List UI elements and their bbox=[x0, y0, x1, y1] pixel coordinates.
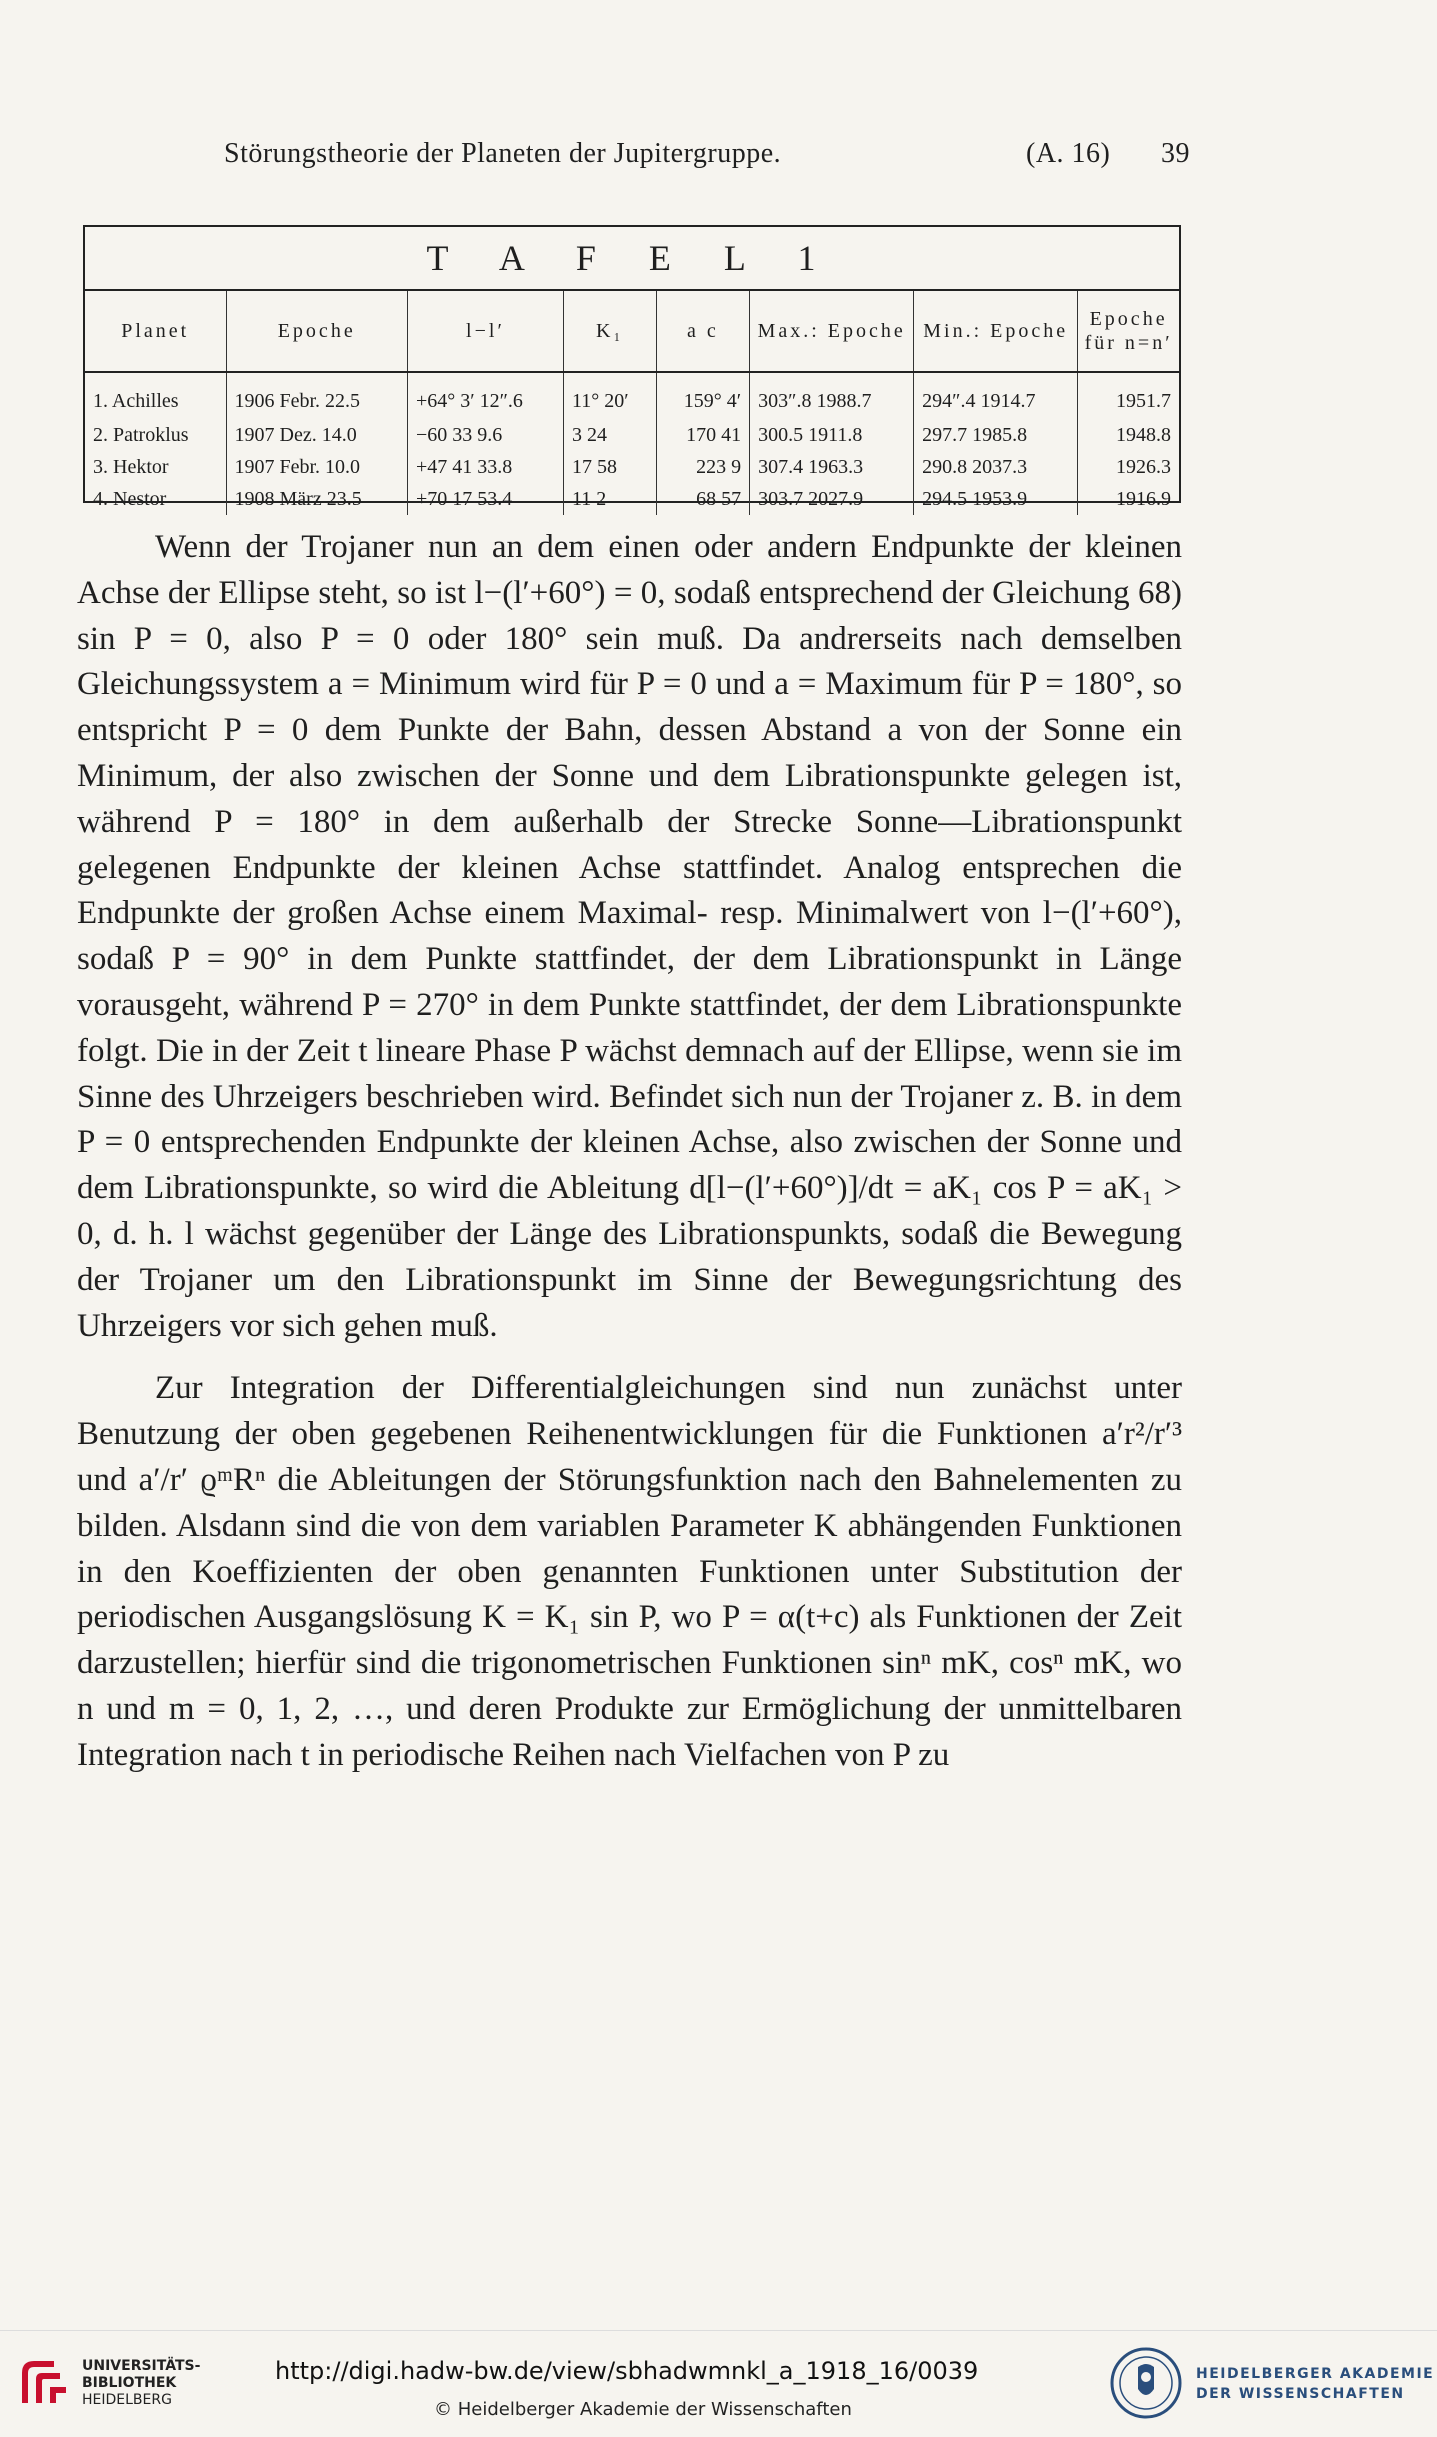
table-header-row bbox=[85, 291, 1179, 372]
table-row bbox=[85, 451, 1179, 483]
table-cell: 223 9 bbox=[656, 451, 750, 483]
library-line: HEIDELBERG bbox=[82, 2392, 172, 2408]
column-header: K₁ bbox=[563, 291, 656, 372]
table-title: T A F E L 1 bbox=[85, 227, 1179, 291]
table-cell: 170 41 bbox=[656, 419, 750, 451]
header-title: Störungstheorie der Planeten der Jupitergruppe. bbox=[224, 138, 782, 169]
table-cell: 294.5 1953.9 bbox=[914, 483, 1078, 515]
table-cell: 1907 Febr. 10.0 bbox=[226, 451, 407, 483]
table-cell: 1916.9 bbox=[1116, 487, 1171, 510]
table-cell: 303.7 2027.9 bbox=[750, 483, 914, 515]
column-header: Max.: Epoche bbox=[750, 291, 914, 372]
table-cell: 3 24 bbox=[563, 419, 656, 451]
table-cell: 1951.7 bbox=[1116, 389, 1171, 412]
body-text bbox=[77, 525, 1182, 1779]
table-cell: +64° 3′ 12″.6 bbox=[407, 372, 563, 419]
table-cell: 11 2 bbox=[563, 483, 656, 515]
table-cell: 1907 Dez. 14.0 bbox=[226, 419, 407, 451]
table-cell: 1948.8 bbox=[1116, 423, 1171, 446]
academy-line: DER WISSENSCHAFTEN bbox=[1196, 2386, 1405, 2402]
column-header: Planet bbox=[85, 291, 226, 372]
table-cell: 290.8 2037.3 bbox=[914, 451, 1078, 483]
academy-seal-icon bbox=[1108, 2345, 1184, 2425]
library-line: BIBLIOTHEK bbox=[82, 2375, 177, 2391]
header-section: (A. 16) bbox=[1026, 138, 1111, 169]
table-cell: 1908 März 23.5 bbox=[226, 483, 407, 515]
table-cell: 294″.4 1914.7 bbox=[914, 372, 1078, 419]
table-row bbox=[85, 419, 1179, 451]
table-row bbox=[85, 372, 1179, 419]
academy-line: HEIDELBERGER AKADEMIE bbox=[1196, 2366, 1435, 2382]
column-header: Epoche bbox=[226, 291, 407, 372]
table-cell: −60 33 9.6 bbox=[407, 419, 563, 451]
table-cell: 300.5 1911.8 bbox=[750, 419, 914, 451]
table-cell: +47 41 33.8 bbox=[407, 451, 563, 483]
table-cell: 1. Achilles bbox=[85, 372, 226, 419]
table-cell: 11° 20′ bbox=[563, 372, 656, 419]
library-logo-icon bbox=[14, 2353, 72, 2415]
table-cell: 307.4 1963.3 bbox=[750, 451, 914, 483]
library-name bbox=[82, 2358, 200, 2409]
table-cell: 297.7 1985.8 bbox=[914, 419, 1078, 451]
footer-bar bbox=[0, 2330, 1437, 2437]
table-cell: 1926.3 bbox=[1116, 455, 1171, 478]
table-cell: 303″.8 1988.7 bbox=[750, 372, 914, 419]
column-header: Min.: Epoche bbox=[914, 291, 1078, 372]
column-header: Epoche für n=n′ bbox=[1078, 291, 1179, 372]
data-table bbox=[83, 225, 1181, 510]
column-header: l−l′ bbox=[407, 291, 563, 372]
copyright-notice: © Heidelberger Akademie der Wissenschaften bbox=[434, 2399, 852, 2420]
table-cell: 2. Patroklus bbox=[85, 419, 226, 451]
source-url-link[interactable]: http://digi.hadw-bw.de/view/sbhadwmnkl_a_1918_16/0039 bbox=[275, 2357, 979, 2385]
table-cell: +70 17 53.4 bbox=[407, 483, 563, 515]
column-header: a c bbox=[656, 291, 750, 372]
academy-name bbox=[1196, 2364, 1434, 2404]
table-cell: 3. Hektor bbox=[85, 451, 226, 483]
table-grid bbox=[85, 291, 1179, 515]
table-cell: 159° 4′ bbox=[656, 372, 750, 419]
table-cell: 4. Nestor bbox=[85, 483, 226, 515]
paragraph: Zur Integration der Differentialgleichungen sind nun zunächst unter Benutzung der oben gegebenen Reihenentwicklungen für die Funktionen a′r²/r′³ und a′/r′ ϱᵐRⁿ die Ableitungen der Störungsfunktion nach den Bahnelementen zu bilden. Alsdann sind die von dem variablen Parameter K abhängenden Funktionen in den Koeffizienten der oben genannten Funktionen unter Substitution der periodischen Ausgangslösung K = K₁ sin P, wo P = α(t+c) als Funktionen der Zeit darzustellen; hierfür sind die trigonometrischen Funktionen sinⁿ mK, cosⁿ mK, wo n und m = 0, 1, 2, …, und deren Produkte zur Ermöglichung der unmittelbaren Integration nach t in periodische Reihen nach Vielfachen von P zu bbox=[77, 1370, 1182, 1773]
table-cell: 1906 Febr. 22.5 bbox=[226, 372, 407, 419]
page-number: 39 bbox=[1161, 138, 1190, 169]
library-line: UNIVERSITÄTS- bbox=[82, 2358, 201, 2374]
table-cell: 68 57 bbox=[656, 483, 750, 515]
paragraph: Wenn der Trojaner nun an dem einen oder andern Endpunkte der kleinen Achse der Ellipse steht, so ist l−(l′+60°) = 0, sodaß entsprechend der Gleichung 68) sin P = 0, also P = 0 oder 180° sein muß. Da andrerseits nach demselben Gleichungssystem a = Minimum wird für P = 0 und a = Maximum für P = 180°, so entspricht P = 0 dem Punkte der Bahn, dessen Abstand a von der Sonne ein Minimum, der also zwischen der Sonne und dem Librationspunkte gelegen ist, während P = 180° in dem außerhalb der Strecke Sonne—Librationspunkt gelegenen Endpunkte der kleinen Achse stattfindet. Analog entsprechen die Endpunkte der großen Achse einem Maximal- resp. Minimalwert von l−(l′+60°), sodaß P = 90° in dem Punkte stattfindet, der dem Librationspunkt in Länge vorausgeht, während P = 270° in dem Punkte stattfindet, der dem Librationspunkte folgt. Die in der Zeit t lineare Phase P wächst demnach auf der Ellipse, wenn sie im Sinne des Uhrzeigers beschrieben wird. Befindet sich nun der Trojaner z. B. in dem P = 0 entsprechenden Endpunkte der kleinen Achse, also zwischen der Sonne und dem Librationspunkte, so wird die Ableitung d[l−(l′+60°)]/dt = aK₁ cos P = aK₁ > 0, d. h. l wächst gegenüber der Länge des Librationspunkts, sodaß die Bewegung der Trojaner um den Librationspunkt im Sinne der Bewegungsrichtung des Uhrzeigers vor sich gehen muß. bbox=[77, 529, 1182, 1344]
table-row bbox=[85, 483, 1179, 515]
table-cell: 17 58 bbox=[563, 451, 656, 483]
